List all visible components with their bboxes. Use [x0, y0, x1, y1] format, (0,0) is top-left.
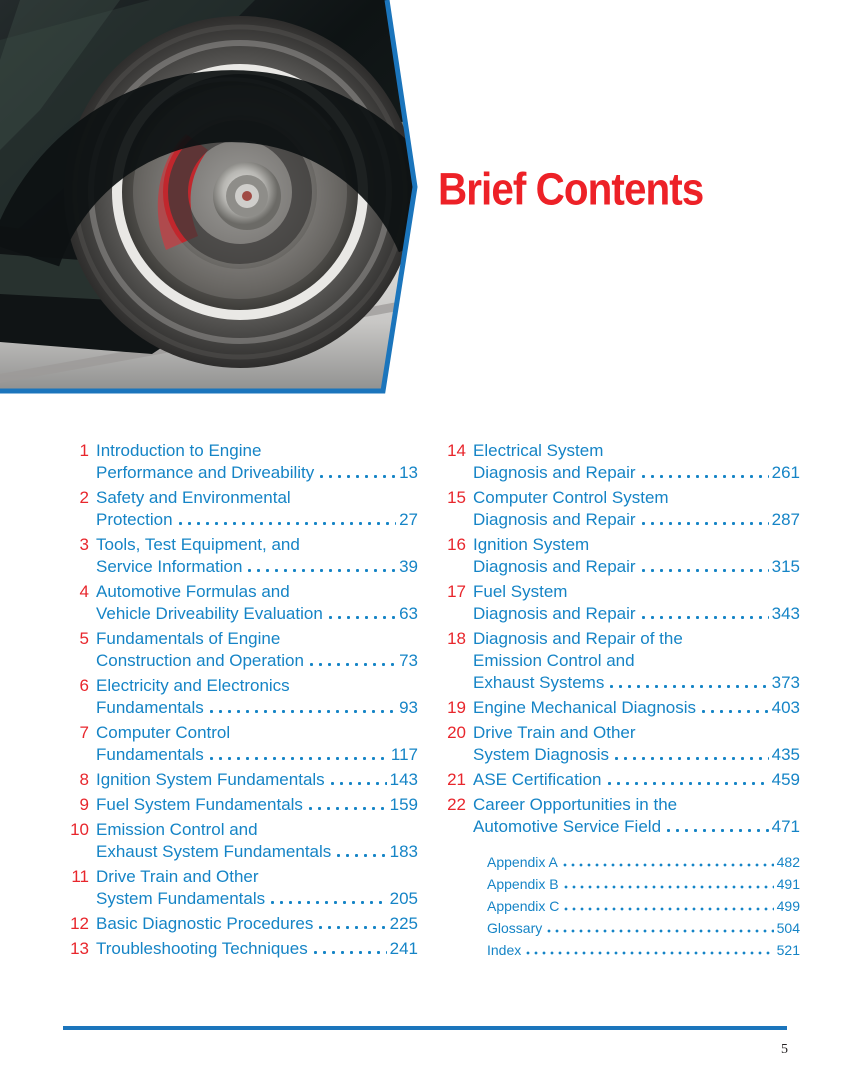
- chapter-opener-photo: [0, 0, 420, 394]
- toc-entry: [63, 581, 418, 625]
- chapter-title-line: Diagnosis and Repair: [473, 604, 636, 623]
- chapter-number: 15: [447, 488, 466, 507]
- page-ref: 13: [399, 463, 418, 482]
- chapter-title-line: Computer Control: [96, 723, 231, 742]
- toc-entry: [63, 769, 418, 791]
- chapter-title-line: Ignition System Fundamentals: [96, 770, 325, 789]
- page-ref: 241: [389, 939, 418, 958]
- chapter-number: 20: [447, 723, 466, 742]
- chapter-number: 14: [447, 441, 466, 460]
- chapter-title-line: System Diagnosis: [473, 745, 610, 764]
- back-matter-label: Appendix A: [487, 854, 558, 870]
- page-ref: 117: [390, 745, 418, 764]
- toc-entry: [440, 722, 800, 766]
- chapter-title-line: Computer Control System: [473, 488, 669, 507]
- chapter-number: 17: [447, 582, 466, 601]
- dot-leader: [524, 939, 773, 961]
- dot-leader: [699, 697, 769, 719]
- dot-leader: [328, 769, 387, 791]
- page-ref: 373: [771, 673, 800, 692]
- toc-entry: [440, 440, 800, 484]
- page-ref: 39: [399, 557, 418, 576]
- toc-entry: [63, 487, 418, 531]
- toc-right-entries: [440, 440, 800, 838]
- dot-leader: [316, 913, 386, 935]
- chapter-title: [473, 534, 800, 578]
- toc-entry: [63, 440, 418, 484]
- chapter-title: [96, 675, 418, 719]
- chapter-number: 7: [79, 723, 89, 742]
- dot-leader: [639, 462, 769, 484]
- dot-leader: [612, 744, 769, 766]
- chapter-number: 5: [79, 629, 89, 648]
- folio-page-number: 5: [781, 1042, 788, 1057]
- back-matter-label: Index: [487, 942, 522, 958]
- chapter-title-line: Diagnosis and Repair: [473, 510, 636, 529]
- page-ref: 435: [771, 745, 800, 764]
- dot-leader: [562, 873, 774, 895]
- chapter-title-line: Career Opportunities in the: [473, 795, 678, 814]
- toc-entry: [440, 794, 800, 838]
- page-ref: 73: [399, 651, 418, 670]
- chapter-title-line: Electrical System: [473, 441, 604, 460]
- page-ref: 499: [776, 898, 800, 914]
- back-matter-label: Appendix C: [487, 898, 560, 914]
- chapter-title-line: Fundamentals: [96, 745, 204, 764]
- dot-leader: [245, 556, 396, 578]
- page-ref: 261: [771, 463, 800, 482]
- dot-leader: [639, 509, 769, 531]
- chapter-number: 18: [447, 629, 466, 648]
- page-ref: 143: [389, 770, 418, 789]
- chapter-title-line: Electricity and Electronics: [96, 676, 290, 695]
- page-ref: 343: [771, 604, 800, 623]
- back-matter-label: Glossary: [487, 920, 543, 936]
- dot-leader: [639, 603, 769, 625]
- toc-entry: [63, 866, 418, 910]
- chapter-title: [473, 722, 800, 766]
- toc-entry: [63, 675, 418, 719]
- chapter-number: 10: [70, 820, 89, 839]
- chapter-title-line: Basic Diagnostic Procedures: [96, 914, 314, 933]
- chapter-title-line: Automotive Service Field: [473, 817, 662, 836]
- toc-entry: [440, 697, 800, 719]
- toc-entry: [440, 487, 800, 531]
- page-ref: 27: [399, 510, 418, 529]
- dot-leader: [207, 744, 388, 766]
- dot-leader: [326, 603, 396, 625]
- chapter-title-line: System Fundamentals: [96, 889, 266, 908]
- dot-leader: [639, 556, 769, 578]
- dot-leader: [561, 851, 774, 873]
- chapter-title: [473, 794, 800, 838]
- chapter-title-line: Drive Train and Other: [96, 867, 259, 886]
- toc-entry: [63, 913, 418, 935]
- chapter-title-line: Vehicle Driveability Evaluation: [96, 604, 323, 623]
- dot-leader: [664, 816, 769, 838]
- chapter-title-line: Protection: [96, 510, 173, 529]
- page-ref: 491: [776, 876, 800, 892]
- chapter-title: [96, 794, 418, 816]
- toc-entry: [63, 819, 418, 863]
- dot-leader: [605, 769, 769, 791]
- back-matter-list: [487, 851, 800, 961]
- chapter-title: [96, 722, 418, 766]
- chapter-title: [96, 769, 418, 791]
- chapter-number: 12: [70, 914, 89, 933]
- chapter-title-line: Fundamentals: [96, 698, 204, 717]
- chapter-number: 11: [71, 867, 89, 886]
- back-matter-row: [487, 851, 800, 873]
- chapter-title: [96, 534, 418, 578]
- back-matter-row: [487, 917, 800, 939]
- chapter-number: 16: [447, 535, 466, 554]
- chapter-title-line: Diagnosis and Repair of the: [473, 629, 683, 648]
- chapter-title: [473, 440, 800, 484]
- dot-leader: [207, 697, 396, 719]
- chapter-number: 22: [447, 795, 466, 814]
- chapter-title-line: Troubleshooting Techniques: [96, 939, 308, 958]
- toc-entry: [63, 628, 418, 672]
- chapter-title: [96, 819, 418, 863]
- chapter-title: [473, 769, 800, 791]
- page-ref: 205: [389, 889, 418, 908]
- chapter-title: [96, 628, 418, 672]
- chapter-title: [96, 487, 418, 531]
- chapter-number: 2: [79, 488, 89, 507]
- page-ref: 482: [776, 854, 800, 870]
- chapter-title-line: Safety and Environmental: [96, 488, 291, 507]
- chapter-number: 9: [79, 795, 89, 814]
- toc-entry: [63, 938, 418, 960]
- toc-entry: [440, 628, 800, 694]
- page-ref: 403: [771, 698, 800, 717]
- page-ref: 93: [399, 698, 418, 717]
- chapter-title-line: Automotive Formulas and: [96, 582, 290, 601]
- back-matter-row: [487, 939, 800, 961]
- chapter-number: 8: [79, 770, 89, 789]
- chapter-title-line: Diagnosis and Repair: [473, 463, 636, 482]
- hub-center: [242, 191, 252, 201]
- chapter-title-line: Introduction to Engine: [96, 441, 262, 460]
- page-ref: 521: [776, 942, 800, 958]
- chapter-title-line: Drive Train and Other: [473, 723, 636, 742]
- chapter-number: 3: [79, 535, 89, 554]
- back-matter-row: [487, 895, 800, 917]
- wheel-dyno-illustration: [0, 0, 420, 394]
- chapter-title-line: Performance and Driveability: [96, 463, 315, 482]
- page-ref: 315: [771, 557, 800, 576]
- page-ref: 183: [389, 842, 418, 861]
- toc-entry: [440, 769, 800, 791]
- toc-entry: [63, 722, 418, 766]
- chapter-title-line: Fuel System: [473, 582, 568, 601]
- toc-entry: [440, 534, 800, 578]
- chapter-number: 19: [447, 698, 466, 717]
- page-ref: 225: [389, 914, 418, 933]
- back-matter-row: [487, 873, 800, 895]
- back-matter-label: Appendix B: [487, 876, 559, 892]
- chapter-title-line: Emission Control and: [473, 651, 635, 670]
- toc-entry: [63, 794, 418, 816]
- chapter-title: [96, 913, 418, 935]
- chapter-title-line: Tools, Test Equipment, and: [96, 535, 300, 554]
- toc-column-right: [440, 440, 800, 963]
- chapter-title-line: Service Information: [96, 557, 243, 576]
- dot-leader: [334, 841, 386, 863]
- dot-leader: [317, 462, 396, 484]
- toc-column-left: [63, 440, 418, 963]
- table-of-contents: [63, 440, 800, 963]
- chapter-title-line: Exhaust System Fundamentals: [96, 842, 332, 861]
- dot-leader: [176, 509, 397, 531]
- dot-leader: [307, 650, 396, 672]
- chapter-title-line: Diagnosis and Repair: [473, 557, 636, 576]
- chapter-number: 1: [79, 441, 89, 460]
- page-ref: 459: [771, 770, 800, 789]
- chapter-title: [96, 866, 418, 910]
- page-ref: 504: [776, 920, 800, 936]
- chapter-number: 13: [70, 939, 89, 958]
- chapter-title-line: ASE Certification: [473, 770, 602, 789]
- chapter-title-line: Fuel System Fundamentals: [96, 795, 303, 814]
- dot-leader: [311, 938, 387, 960]
- dot-leader: [268, 888, 386, 910]
- toc-entry: [440, 581, 800, 625]
- chapter-title-line: Fundamentals of Engine: [96, 629, 281, 648]
- page-title: Brief Contents: [438, 164, 704, 215]
- chapter-title-line: Engine Mechanical Diagnosis: [473, 698, 697, 717]
- page-ref: 63: [399, 604, 418, 623]
- chapter-title-line: Ignition System: [473, 535, 590, 554]
- chapter-title-line: Exhaust Systems: [473, 673, 605, 692]
- dot-leader: [306, 794, 387, 816]
- chapter-title: [96, 938, 418, 960]
- chapter-number: 21: [447, 770, 466, 789]
- chapter-title-line: Emission Control and: [96, 820, 258, 839]
- toc-entry: [63, 534, 418, 578]
- chapter-title-line: Construction and Operation: [96, 651, 304, 670]
- page-ref: 471: [771, 817, 800, 836]
- chapter-title: [473, 581, 800, 625]
- page-ref: 159: [389, 795, 418, 814]
- chapter-number: 6: [79, 676, 89, 695]
- page-ref: 287: [771, 510, 800, 529]
- chapter-title: [96, 581, 418, 625]
- chapter-title: [473, 697, 800, 719]
- dot-leader: [562, 895, 773, 917]
- chapter-title: [473, 628, 800, 694]
- dot-leader: [607, 672, 768, 694]
- chapter-number: 4: [79, 582, 89, 601]
- footer-rule: [63, 1026, 787, 1030]
- chapter-title: [96, 440, 418, 484]
- dot-leader: [545, 917, 773, 939]
- chapter-title: [473, 487, 800, 531]
